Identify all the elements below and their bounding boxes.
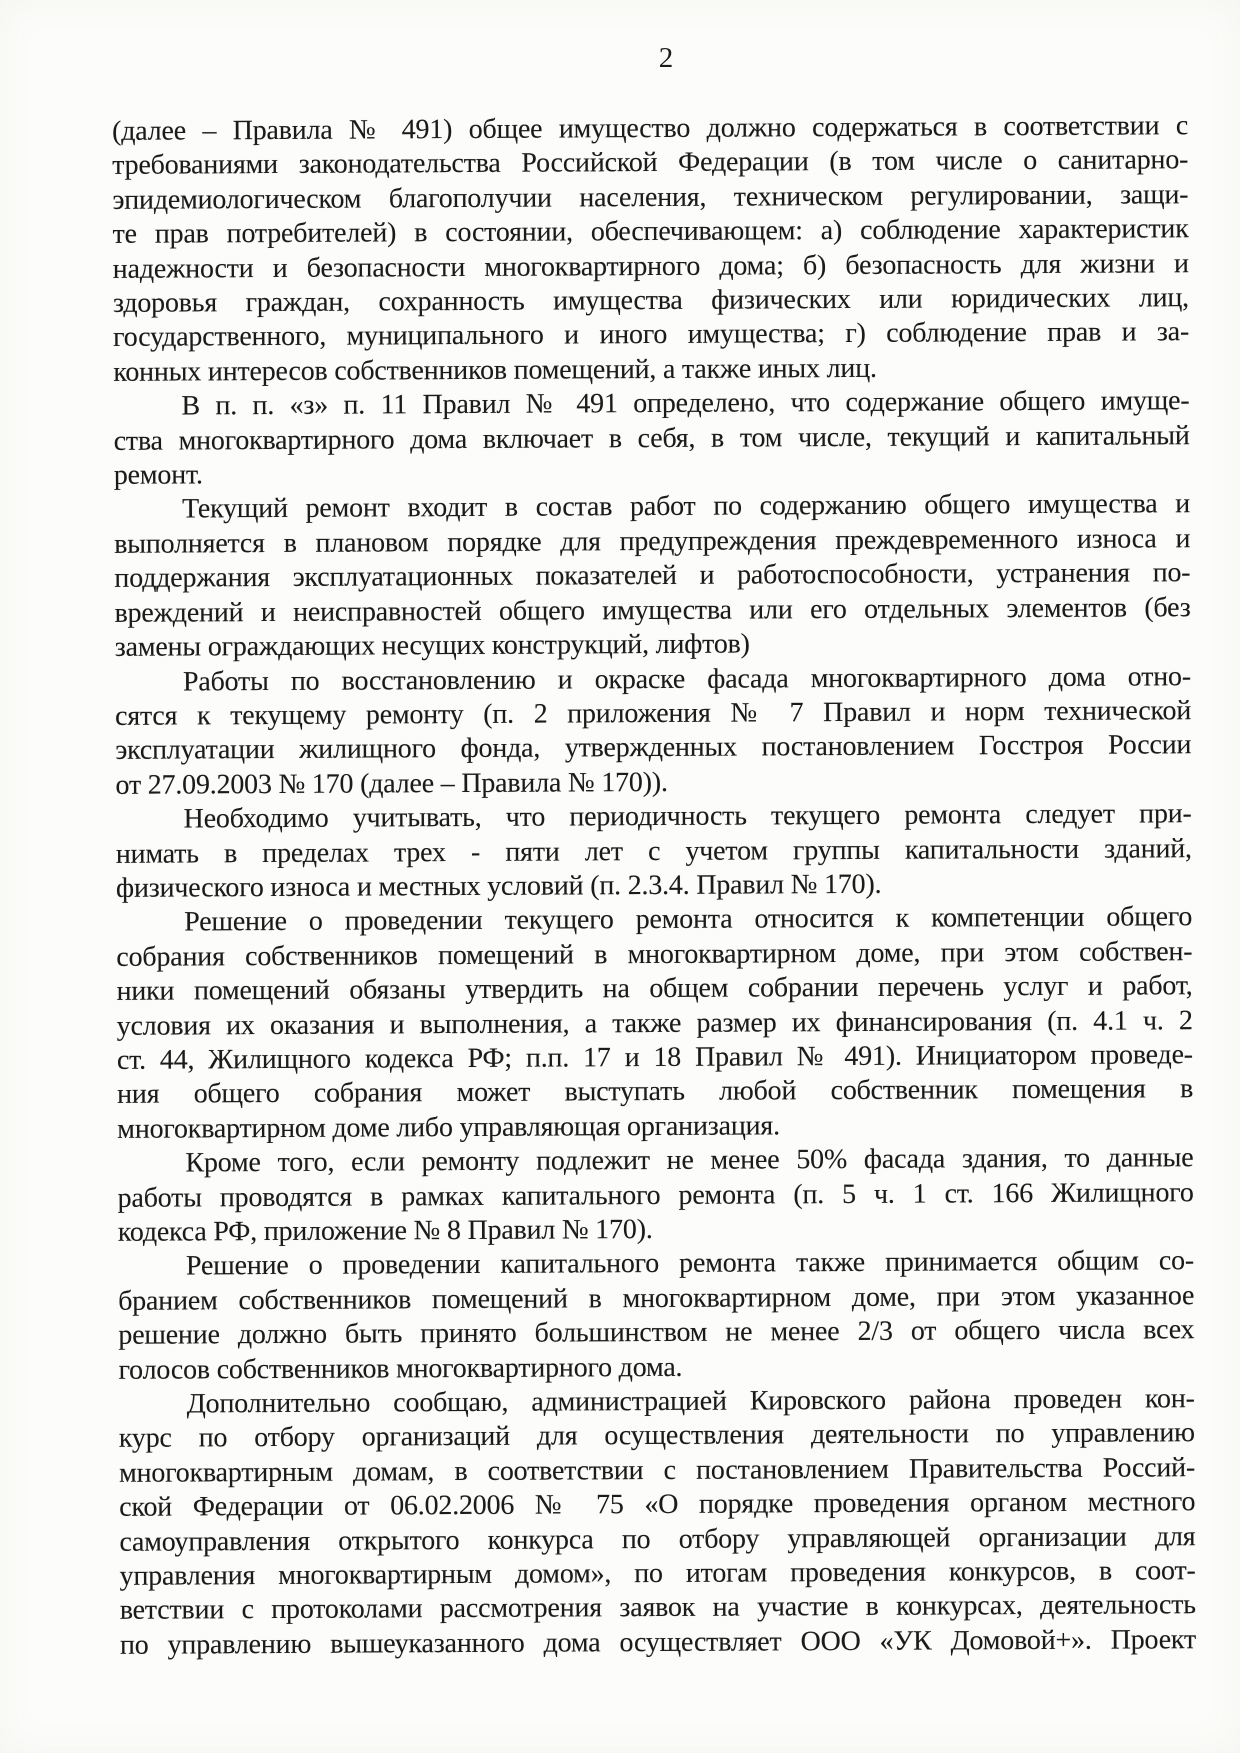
text-line: работы проводятся в рамках капитального ремонта (п. 5 ч. 1 ст. 166 Жилищного (117, 1176, 1194, 1214)
text-line: по управлению вышеуказанного дома осуществляет ООО «УК Домовой+». Проект (119, 1624, 1197, 1661)
text-line: В п. п. «з» п. 11 Правил № 491 определено, что содержание общего имуще- (181, 385, 1190, 422)
text-line: эксплуатации жилищного фонда, утвержденных постановлением Госстроя России (115, 729, 1192, 767)
text-line: курс по отбору организаций для осуществления деятельности по управлению (118, 1417, 1195, 1455)
text-line: те прав потребителей) в состоянии, обеспечивающем: а) соблюдение характеристик (112, 213, 1189, 251)
paragraph (118, 1245, 1195, 1388)
text-line: ства многоквартирного дома включает в себя, в том числе, текущий и капитальный (113, 419, 1190, 457)
text-line: физического износа и местных условий (п. 2.3.4. Правил № 170). (115, 868, 882, 904)
page-number: 2 (658, 42, 674, 74)
text-line: вреждений и неисправностей общего имущества или его отдельных элементов (без (114, 591, 1191, 629)
text-line: Кроме того, если ремонту подлежит не менее 50% фасада здания, то данные (185, 1142, 1194, 1179)
text-line: кодекса РФ, приложение № 8 Правил № 170). (117, 1214, 653, 1248)
paragraph (116, 797, 1193, 906)
text-line: Решение о проведении капитального ремонта также принимается общим со- (185, 1245, 1195, 1282)
text-line: от 27.09.2003 № 170 (далее – Правила № 170)). (115, 766, 668, 801)
text-line: собрания собственников помещений в многоквартирном доме, при этом собствен- (116, 935, 1193, 973)
text-line: самоуправления открытого конкурса по отбору управляющей организации для (119, 1520, 1196, 1558)
text-line: бранием собственников помещений в многоквартирном доме, при этом указанное (118, 1279, 1195, 1317)
text-line: Текущий ремонт входит в состав работ по содержанию общего имущества и (181, 488, 1191, 525)
paragraph (119, 1382, 1196, 1663)
text-line: сятся к текущему ремонту (п. 2 приложения № 7 Правил и норм технической (115, 695, 1192, 732)
text-line: Работы по восстановлению и окраске фасада многоквартирного дома отно- (182, 660, 1191, 697)
text-line: Необходимо учитывать, что периодичность текущего ремонта следует при- (183, 798, 1192, 835)
text-line: условия их оказания и выполнения, а также размер их финансирования (п. 4.1 ч. 2 (116, 1004, 1193, 1042)
text-line: голосов собственников многоквартирного дома. (118, 1351, 683, 1386)
text-line: ветствии с протоколами рассмотрения заявок на участие в конкурсах, деятельность (119, 1589, 1196, 1627)
paragraph (112, 109, 1189, 390)
paragraph (116, 901, 1193, 1147)
text-line: выполняется в плановом порядке для предупреждения преждевременного износа и (114, 523, 1191, 560)
text-line: ст. 44, Жилищного кодекса РФ; п.п. 17 и 18 Правил № 491). Инициатором проведе- (116, 1039, 1193, 1076)
text-line: ники помещений обязаны утвердить на общем собрании перечень услуг и работ, (116, 970, 1193, 1007)
text-line: Дополнительно сообщаю, администрацией Кировского района проведен кон- (186, 1383, 1195, 1420)
paragraph (114, 488, 1191, 666)
text-line: многоквартирном доме либо управляющая организация. (117, 1110, 780, 1145)
text-line: требованиями законодательства Российской Федерации (в том числе о санитарно- (112, 144, 1189, 182)
paragraph (117, 1141, 1194, 1250)
text-line: (далее – Правила № 491) общее имущество должно содержаться в соответствии с (111, 110, 1189, 147)
text-line: многоквартирным домам, в соответствии с постановлением Правительства Россий- (118, 1452, 1196, 1489)
text-line: поддержания эксплуатационных показателей и работоспособности, устранения по- (114, 557, 1191, 595)
text-line: конных интересов собственников помещений, а также иных лиц. (113, 352, 877, 388)
paragraph (113, 384, 1190, 493)
text-line: решение должно быть принято большинством не менее 2/3 от общего числа всех (118, 1314, 1195, 1352)
text-line: замены ограждающих несущих конструкций, лифтов) (114, 628, 750, 663)
text-line: управления многоквартирным домом», по итогам проведения конкурсов, в соот- (119, 1555, 1196, 1592)
text-line: здоровья граждан, сохранность имущества физических или юридических лиц, (112, 282, 1190, 319)
text-line: государственного, муниципального и иного имущества; г) соблюдение прав и за- (113, 316, 1190, 354)
paragraph (115, 660, 1192, 803)
text-line: эпидемиологическом благополучии населения, техническом регулировании, защи- (112, 179, 1189, 216)
text-line: надежности и безопасности многоквартирного дома; б) безопасность для жизни и (112, 247, 1189, 285)
text-line: нимать в пределах трех - пяти лет с учетом группы капитальности зданий, (115, 832, 1192, 870)
text-line: Решение о проведении текущего ремонта относится к компетенции общего (184, 901, 1193, 938)
text-line: ремонт. (113, 459, 203, 491)
document-body (112, 109, 1196, 1663)
text-line: ской Федерации от 06.02.2006 № 75 «О порядке проведения органом местного (119, 1486, 1196, 1524)
text-line: ния общего собрания может выступать любой собственник помещения в (117, 1073, 1194, 1111)
